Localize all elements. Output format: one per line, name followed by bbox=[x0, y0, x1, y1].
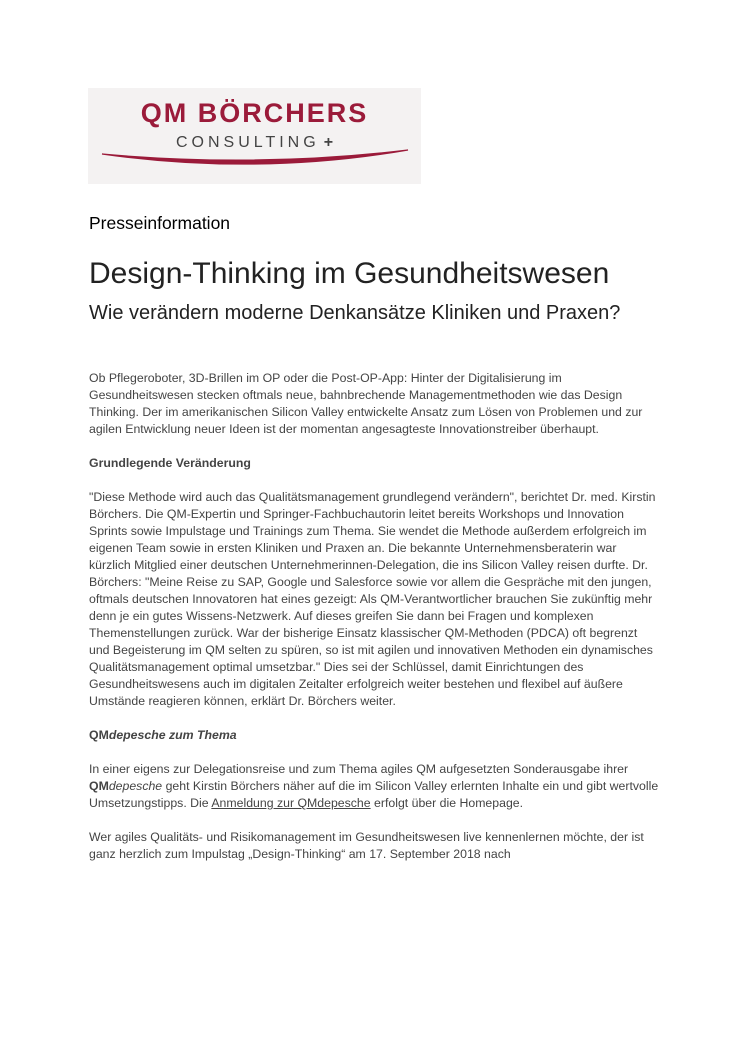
article-body bbox=[89, 370, 661, 880]
logo-brand: QM BÖRCHERS bbox=[140, 98, 369, 128]
heading-brand-rest: depesche zum Thema bbox=[108, 728, 237, 742]
paragraph-text-before: In einer eigens zur Delegationsreise und zum Thema agiles QM aufgesetzten Sonderausgabe ihrer bbox=[89, 762, 629, 776]
paragraph-text-after: erfolgt über die Homepage. bbox=[370, 796, 524, 810]
brand-rest: depesche bbox=[108, 779, 163, 793]
page-subtitle: Wie verändern moderne Denkansätze Kliniken und Praxen? bbox=[89, 302, 621, 324]
section-paragraph-1: "Diese Methode wird auch das Qualitätsmanagement grundlegend verändern", berichtet Dr. med. Kirstin Börchers. Die QM-Expertin und Springer-Fachbuchautorin leitet bereits Workshops und Innovation Sprints sowie Impulstage und Trainings zum Thema. Sie wendet die Methode außerdem erfolgreich im eigenen Team sowie in ersten Kliniken und Praxen an. Die bekannte Unternehmensberaterin war kürzlich Mitglied einer deutschen Unternehmerinnen-Delegation, die ins Silicon Valley reisen durfte. Dr. Börchers: "Meine Reise zu SAP, Google und Salesforce sowie vor allem die Gespräche mit den jungen, oftmals deutschen Innovatoren hat eines gezeigt: Als QM-Verantwortlicher brauchen Sie zukünftig mehr denn je ein gutes Wissens-Netzwerk. Auf dieses greifen Sie dann bei Fragen und komplexen Themenstellungen zurück. War der bisherige Einsatz klassischer QM-Methoden (PDCA) oft begrenzt und Begeisterung im QM selten zu spüren, so ist mit agilen und innovativen Methoden ein dynamisches Qualitätsmanagement optimal umsetzbar." Dies sei der Schlüssel, damit Einrichtungen des Gesundheitswesens auch im digitalen Zeitalter erfolgreich weiter bestehen und flexibel auf äußere Umstände reagieren können, erklärt Dr. Börchers weiter. bbox=[89, 490, 656, 708]
paragraph-text-middle: geht Kirstin Börchers näher auf die im Silicon Valley erlernten Inhalte ein und gibt wertvolle Umsetzungstipps. Die bbox=[89, 779, 659, 810]
logo-sub-text: CONSULTING bbox=[175, 134, 320, 151]
closing-paragraph: Wer agiles Qualitäts- und Risikomanagement im Gesundheitswesen live kennenlernen möchte, der ist ganz herzlich zum Impulstag „Design-Thinking“ am 17. September 2018 nach bbox=[89, 830, 644, 861]
brand-prefix: QM bbox=[89, 779, 109, 793]
heading-brand-prefix: QM bbox=[89, 728, 109, 742]
company-logo bbox=[88, 88, 421, 184]
logo-sub bbox=[88, 134, 421, 152]
section-paragraph-2 bbox=[89, 761, 661, 812]
section-heading-2 bbox=[89, 727, 661, 744]
kicker: Presseinformation bbox=[89, 213, 231, 233]
intro-paragraph: Ob Pflegeroboter, 3D-Brillen im OP oder die Post-OP-App: Hinter der Digitalisierung im Gesundheitswesen stecken oftmals neue, bahnbrechende Managementmethoden wie das Design Thinking. Der im amerikanischen Silicon Valley entwickelte Ansatz zum Lösen von Problemen und zur agilen Entwicklung neuer Ideen ist der momentan angesagteste Innovationstreiber überhaupt. bbox=[89, 371, 643, 436]
page-title: Design-Thinking im Gesundheitswesen bbox=[89, 257, 610, 290]
plus-icon: + bbox=[323, 134, 334, 151]
registration-link[interactable]: Anmeldung zur QMdepesche bbox=[211, 796, 371, 810]
section-heading-1: Grundlegende Veränderung bbox=[89, 456, 251, 470]
